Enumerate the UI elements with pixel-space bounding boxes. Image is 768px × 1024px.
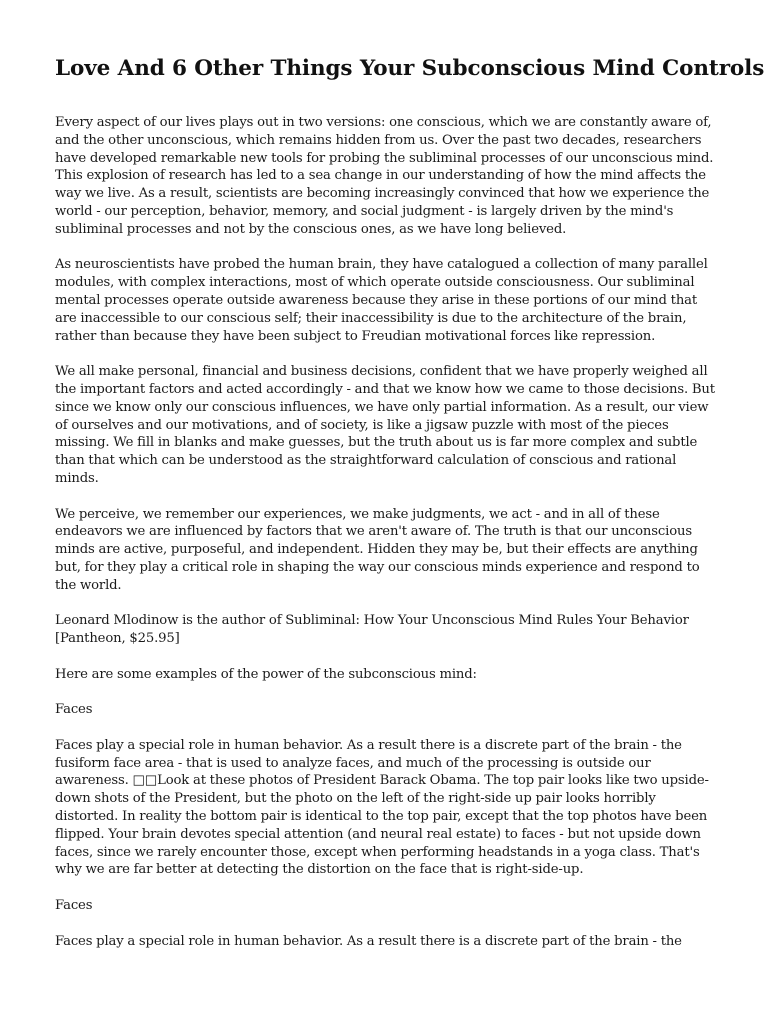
section-heading-faces-repeat: Faces <box>55 898 93 914</box>
paragraph-author-credit: Leonard Mlodinow is the author of Subliminal: How Your Unconscious Mind Rules Your Behavior [Pantheon, $25.95] <box>55 613 689 647</box>
paragraph-neuroscience: As neuroscientists have probed the human brain, they have catalogued a collection of many parallel modules, with complex interactions, most of which operate outside consciousness. Our subliminal mental processes operate outside awareness because they arise in these portions of our mind that are inaccessible to our conscious self; their inaccessibility is due to the architecture of the brain, rather than because they have been subject to Freudian motivational forces like repression. <box>55 257 708 344</box>
paragraph-examples-intro: Here are some examples of the power of the subconscious mind: <box>55 666 477 682</box>
paragraph-faces-repeat: Faces play a special role in human behavior. As a result there is a discrete part of the brain - the <box>55 933 682 949</box>
paragraph-intro: Every aspect of our lives plays out in two versions: one conscious, which we are constantly aware of, and the other unconscious, which remains hidden from us. Over the past two decades, researchers have developed remarkable new tools for probing the subliminal processes of our unconscious mind. This explosion of research has led to a sea change in our understanding of how the mind affects the way we live. As a result, scientists are becoming increasingly convinced that how we experience the world - our perception, behavior, memory, and social judgment - is largely driven by the mind's subliminal processes and not by the conscious ones, as we have long believed. <box>55 115 714 237</box>
article-title: Love And 6 Other Things Your Subconscious Mind Controls <box>55 56 765 81</box>
paragraph-perception: We perceive, we remember our experiences, we make judgments, we act - and in all of these endeavors we are influenced by factors that we aren't aware of. The truth is that our unconscious minds are active, purposeful, and independent. Hidden they may be, but their effects are anything but, for they play a critical role in shaping the way our conscious minds experience and respond to the world. <box>55 506 700 593</box>
section-heading-faces: Faces <box>55 702 93 718</box>
paragraph-faces: Faces play a special role in human behavior. As a result there is a discrete part of the brain - the fusiform face area - that is used to analyze faces, and much of the processing is outside our awareness. □□Look at these photos of President Barack Obama. The top pair looks like two upside-down shots of the President, but the photo on the left of the right-side up pair looks horribly distorted. In reality the bottom pair is identical to the top pair, except that the top photos have been flipped. Your brain devotes special attention (and neural real estate) to faces - but not upside down faces, since we rarely encounter those, except when performing headstands in a yoga class. That's why we are far better at detecting the distortion on the face that is right-side-up. <box>55 737 709 878</box>
paragraph-decisions: We all make personal, financial and business decisions, confident that we have properly weighed all the important factors and acted accordingly - and that we know how we came to those decisions. But since we know only our conscious influences, we have only partial information. As a result, our view of ourselves and our motivations, and of society, is like a jigsaw puzzle with most of the pieces missing. We fill in blanks and make guesses, but the truth about us is far more complex and subtle than that which can be understood as the straightforward calculation of conscious and rational minds. <box>55 364 715 486</box>
document-page <box>55 54 765 968</box>
